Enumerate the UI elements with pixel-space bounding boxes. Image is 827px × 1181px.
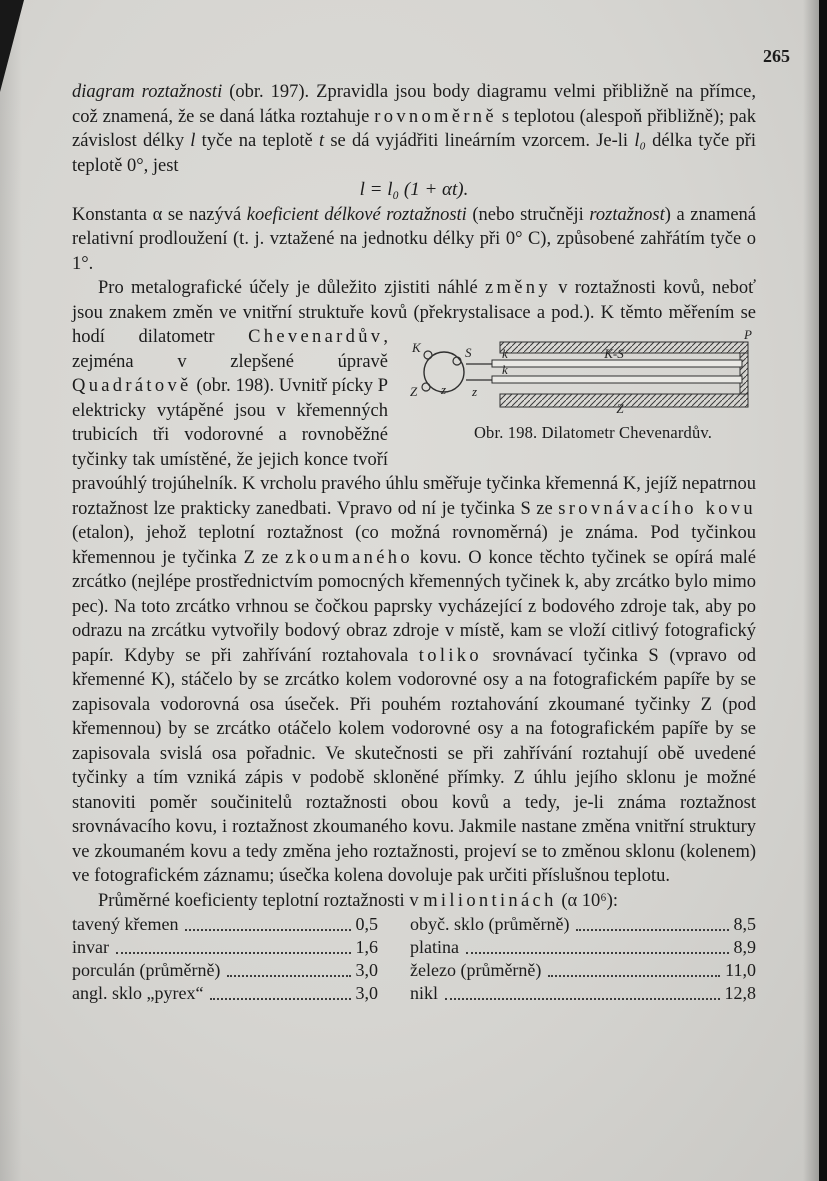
fig-label-S: S [465,345,472,360]
scan-right-shadow [803,0,819,1181]
body-text-segment: (nebo stručněji [466,204,590,225]
dilatometer-diagram [404,328,756,414]
figure-caption: Obr. 198. Dilatometr Chevenardův. [473,423,713,442]
dot-leader [227,975,350,977]
fig-label-rod-KS: K-S [604,346,624,361]
contact-point-Z [422,383,430,391]
dot-leader [185,929,350,931]
page-content [72,80,756,1005]
material-name: porculán (průměrně) [72,960,221,980]
dot-leader [445,998,719,1000]
table-row [410,913,756,936]
coefficient-value: 1,6 [355,937,378,957]
material-name: platina [410,937,459,957]
rod-k [492,376,742,383]
material-name: angl. sklo „pyrex“ [72,983,204,1003]
body-text-segment: srovnávacího kovu [558,498,756,519]
table-row [72,913,378,936]
fig-label-k1: k [502,346,508,361]
body-text-segment: se dá vyjádřiti lineárním vzorcem. Je-li [324,131,635,151]
fig-label-specimen-Z: Z [616,401,624,414]
paragraph-3 [72,276,756,889]
coefficient-value: 0,5 [355,914,378,934]
body-text-segment: kovu. O konce těchto tyčinek se opírá malé zrcátko (nejlépe prostřednictvím pomocných křemenných tyčinek k, aby zrcátko bylo mimo pec). Na toto zrcátko vrhnou se čočkou paprsky vycházející z bodového zdroje tak, aby po odrazu na zrcátku vytvořily bodový obraz zdroje v místě, kam se vloží citlivý fotografický papír. Kdyby se při zahřívání roztahovala [72,547,757,666]
table-row [410,982,756,1005]
body-text-segment: s teplotou (alespoň přibližně); pak závislost délky [72,106,756,151]
dot-leader [466,952,729,954]
coefficient-value: 3,0 [355,983,378,1003]
figure-198 [404,328,756,443]
body-text-segment: roztažnost [589,204,665,225]
material-name: nikl [410,983,439,1003]
fig-label-z2: z [472,384,478,399]
body-text-segment: délka tyče při teplotě 0°, jest [72,131,756,176]
body-text-segment: změny [484,278,551,298]
coefficient-value: 12,8 [724,983,756,1003]
body-text-segment: Chevenardův [248,327,384,347]
fig-label-z1: z [441,382,447,397]
furnace-bottom-wall [500,394,748,407]
material-name: tavený křemen [72,914,179,934]
furnace-top-wall [500,342,748,353]
coefficients-column-left [72,913,404,1005]
table-row [72,959,378,982]
body-text-segment: l [190,131,196,151]
heading-text-segment: (α 10⁶): [556,890,619,911]
scan-right-strip [819,0,827,1181]
table-row [72,936,378,959]
body-text-segment: l₀ [634,131,646,151]
contact-point-S [453,357,461,365]
body-text-segment: , zejména v zlepšené úpravě [72,327,388,372]
material-name: obyč. sklo (průměrně) [410,914,570,934]
fig-label-P: P [744,328,752,342]
scan-left-shadow [0,0,22,1181]
material-name: železo (průměrně) [410,960,542,980]
page-number: 265 [763,46,790,66]
heading-text-segment: miliontinách [423,890,557,911]
dot-leader [548,975,720,977]
body-text-segment: koeficient délkové roztažnosti [246,204,467,225]
body-text-segment: diagram roztažnosti [72,82,223,102]
rod-KS [492,360,742,367]
body-text-segment: Quadrátově [72,376,192,396]
body-text-segment: toliko [418,645,482,666]
fig-label-K: K [412,340,421,355]
coefficient-value: 8,9 [733,937,756,957]
body-text-segment: Konstanta α se nazývá [72,204,247,225]
body-text-segment: tyče na teplotě [195,131,319,151]
fig-label-k2: k [502,362,508,377]
body-text-segment: Pro metalografické účely je důležito zjistiti náhlé [98,278,485,298]
formula: l = l₀ (1 + αt). [359,179,469,200]
body-text-segment: t [318,131,325,151]
body-text-segment: srovnávací tyčinka S (vpravo od křemenné K), stáčelo by se zrcátko kolem vodorovné osy a na fotografickém papíře by se zapisovala vodorovná osa úseček. Při pouhém roztahování zkoumané tyčinky Z (pod křemennou) by se zrcátko otáčelo kolem vodorovné osy a na fotografickém papíře by se zapisovala svislá osa pořadnic. Ve skutečnosti se při zahřívání roztahují obě uvedené tyčinky a tím vzniká zápis v podobě skloněné přímky. Z úhlu jejího sklonu je možné stanoviti poměr součinitelů roztažnosti obou kovů a tedy, je-li známa roztažnost srovnávacího kovu, i roztažnost zkoumaného kovu. Jakmile nastane změna vnitřní struktury ve zkoumaném kovu a tedy změna jeho roztažnosti, projeví se to změnou sklonu (kolenem) ve fotografickém záznamu; úsečka kolena dovoluje pak určiti příslušnou teplotu. [72,645,756,886]
dot-leader [210,998,350,1000]
body-text-segment: rovnoměrně [374,106,497,127]
paragraph-1 [72,80,756,178]
furnace-right-wall [740,353,748,394]
paragraph-2 [72,203,756,277]
body-text-segment: ) a znamená relativní prodloužení (t. j. vztažené na jednotku délky při 0° C), způsobené zahřátím tyče o 1°. [72,204,757,274]
coefficient-value: 11,0 [725,960,756,980]
body-text-segment: zkoumaného [285,547,413,568]
body-text-segment: (obr. 198). Uvnitř pícky P elektricky vytápěné jsou v křemenných trubicích tři vodorovné a rovnoběžné tyčinky tak umístěné, že jejich konce tvoří pravoúhlý trojúhelník. K vrcholu pravého úhlu směřuje tyčinka křemenná K, jejíž nepatrnou roztažnost lze prakticky zanedbati. Vpravo od ní je tyčinka S ze [72,376,756,519]
material-name: invar [72,937,109,957]
dot-leader [116,952,351,954]
table-row [410,959,756,982]
contact-point-K [424,351,432,359]
coefficients-table [72,913,756,1005]
fig-label-Z: Z [410,384,418,399]
heading-text-segment: Průměrné koeficienty teplotní roztažnosti v [98,890,424,911]
table-row [410,936,756,959]
body-text-segment: (obr. 197). Zpravidla jsou body diagramu velmi přibližně na přímce, což znamená, že se daná látka roztahuje [72,82,756,127]
coefficient-value: 3,0 [355,960,378,980]
coefficient-value: 8,5 [733,914,756,934]
coefficients-heading [72,889,756,914]
coefficients-column-right [404,913,756,1005]
body-text-segment: v roztažnosti kovů, neboť jsou znakem změn ve vnitřní struktuře kovů (překrystalisace a pod.). K těmto měřením se hodí dilatometr [72,278,756,347]
body-text-segment: (etalon), jehož teplotní roztažnost (co možná rovnoměrná) je známa. Pod tyčinkou křemennou je tyčinka Z ze [72,523,756,568]
table-row [72,982,378,1005]
dot-leader [576,929,728,931]
